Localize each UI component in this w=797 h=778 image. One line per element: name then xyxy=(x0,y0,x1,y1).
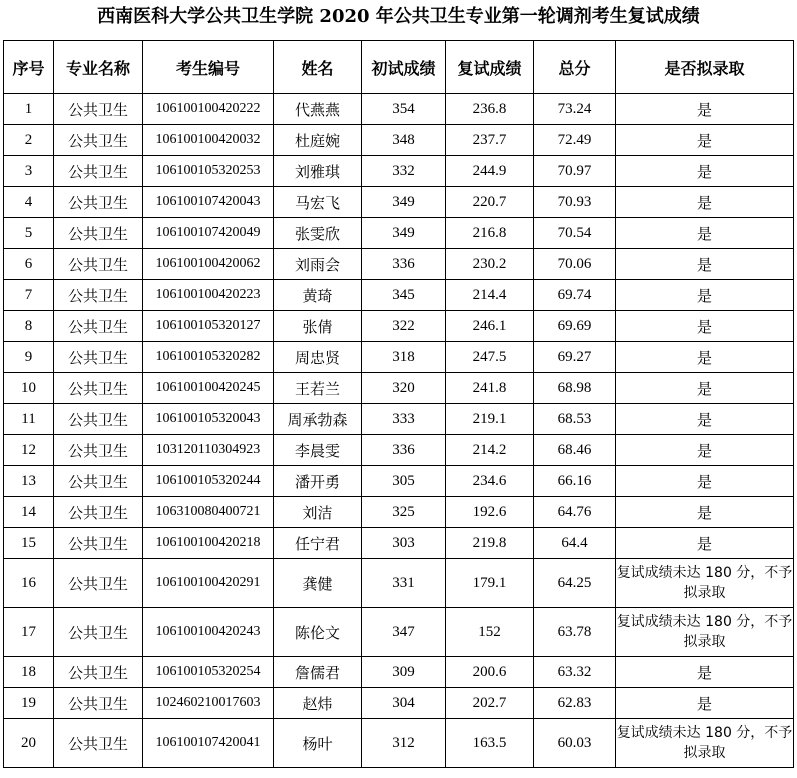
cell-major: 公共卫生 xyxy=(54,94,143,125)
cell-total-score: 64.25 xyxy=(534,559,616,608)
cell-no: 13 xyxy=(4,466,54,497)
cell-admission: 是 xyxy=(616,187,794,218)
cell-candidate-id: 106100105320244 xyxy=(143,466,274,497)
cell-total-score: 73.24 xyxy=(534,94,616,125)
cell-no: 16 xyxy=(4,559,54,608)
table-row xyxy=(4,373,794,404)
cell-initial-score: 304 xyxy=(362,688,446,719)
cell-retest-score: 192.6 xyxy=(446,497,534,528)
cell-name: 詹儒君 xyxy=(274,657,362,688)
header-no: 序号 xyxy=(4,41,54,94)
cell-name: 周承勃森 xyxy=(274,404,362,435)
cell-initial-score: 331 xyxy=(362,559,446,608)
cell-total-score: 64.4 xyxy=(534,528,616,559)
cell-retest-score: 216.8 xyxy=(446,218,534,249)
cell-admission: 是 xyxy=(616,528,794,559)
cell-initial-score: 320 xyxy=(362,373,446,404)
cell-major: 公共卫生 xyxy=(54,719,143,768)
cell-admission: 是 xyxy=(616,342,794,373)
table-row xyxy=(4,218,794,249)
cell-no: 17 xyxy=(4,608,54,657)
cell-admission: 是 xyxy=(616,249,794,280)
table-row xyxy=(4,528,794,559)
cell-initial-score: 333 xyxy=(362,404,446,435)
header-admission: 是否拟录取 xyxy=(616,41,794,94)
cell-major: 公共卫生 xyxy=(54,342,143,373)
cell-retest-score: 241.8 xyxy=(446,373,534,404)
cell-candidate-id: 106100100420218 xyxy=(143,528,274,559)
cell-initial-score: 348 xyxy=(362,125,446,156)
cell-initial-score: 349 xyxy=(362,218,446,249)
cell-admission: 是 xyxy=(616,435,794,466)
cell-no: 9 xyxy=(4,342,54,373)
cell-name: 赵炜 xyxy=(274,688,362,719)
cell-candidate-id: 106100107420049 xyxy=(143,218,274,249)
cell-initial-score: 354 xyxy=(362,94,446,125)
cell-admission: 是 xyxy=(616,404,794,435)
cell-major: 公共卫生 xyxy=(54,466,143,497)
header-total-score: 总分 xyxy=(534,41,616,94)
cell-major: 公共卫生 xyxy=(54,125,143,156)
cell-total-score: 63.32 xyxy=(534,657,616,688)
cell-no: 12 xyxy=(4,435,54,466)
cell-admission: 是 xyxy=(616,125,794,156)
cell-admission: 复试成绩未达 180 分，不予拟录取 xyxy=(616,559,794,608)
cell-initial-score: 312 xyxy=(362,719,446,768)
cell-major: 公共卫生 xyxy=(54,373,143,404)
cell-candidate-id: 106100107420043 xyxy=(143,187,274,218)
header-major: 专业名称 xyxy=(54,41,143,94)
cell-initial-score: 336 xyxy=(362,435,446,466)
table-row xyxy=(4,466,794,497)
cell-retest-score: 214.4 xyxy=(446,280,534,311)
cell-major: 公共卫生 xyxy=(54,688,143,719)
cell-name: 张雯欣 xyxy=(274,218,362,249)
cell-retest-score: 236.8 xyxy=(446,94,534,125)
cell-major: 公共卫生 xyxy=(54,497,143,528)
cell-candidate-id: 103120110304923 xyxy=(143,435,274,466)
cell-total-score: 64.76 xyxy=(534,497,616,528)
cell-name: 周忠贤 xyxy=(274,342,362,373)
cell-retest-score: 152 xyxy=(446,608,534,657)
cell-initial-score: 305 xyxy=(362,466,446,497)
cell-total-score: 60.03 xyxy=(534,719,616,768)
cell-initial-score: 345 xyxy=(362,280,446,311)
cell-initial-score: 332 xyxy=(362,156,446,187)
table-row xyxy=(4,608,794,657)
cell-name: 李晨雯 xyxy=(274,435,362,466)
cell-retest-score: 200.6 xyxy=(446,657,534,688)
cell-no: 11 xyxy=(4,404,54,435)
cell-initial-score: 322 xyxy=(362,311,446,342)
results-table xyxy=(3,40,794,768)
cell-total-score: 69.69 xyxy=(534,311,616,342)
table-body xyxy=(4,94,794,768)
cell-admission: 是 xyxy=(616,497,794,528)
table-row xyxy=(4,688,794,719)
cell-name: 王若兰 xyxy=(274,373,362,404)
cell-total-score: 69.27 xyxy=(534,342,616,373)
cell-retest-score: 234.6 xyxy=(446,466,534,497)
header-row xyxy=(4,41,794,94)
table-row xyxy=(4,187,794,218)
cell-initial-score: 303 xyxy=(362,528,446,559)
cell-no: 15 xyxy=(4,528,54,559)
table-row xyxy=(4,719,794,768)
cell-initial-score: 336 xyxy=(362,249,446,280)
cell-major: 公共卫生 xyxy=(54,435,143,466)
cell-retest-score: 244.9 xyxy=(446,156,534,187)
header-name: 姓名 xyxy=(274,41,362,94)
cell-initial-score: 309 xyxy=(362,657,446,688)
cell-no: 20 xyxy=(4,719,54,768)
cell-major: 公共卫生 xyxy=(54,187,143,218)
cell-candidate-id: 106100100420222 xyxy=(143,94,274,125)
table-row xyxy=(4,94,794,125)
cell-retest-score: 179.1 xyxy=(446,559,534,608)
cell-no: 3 xyxy=(4,156,54,187)
cell-no: 6 xyxy=(4,249,54,280)
cell-admission: 是 xyxy=(616,94,794,125)
cell-initial-score: 347 xyxy=(362,608,446,657)
cell-total-score: 63.78 xyxy=(534,608,616,657)
cell-admission: 是 xyxy=(616,373,794,404)
cell-total-score: 70.54 xyxy=(534,218,616,249)
cell-no: 2 xyxy=(4,125,54,156)
cell-name: 陈伦文 xyxy=(274,608,362,657)
cell-no: 8 xyxy=(4,311,54,342)
cell-candidate-id: 106100105320253 xyxy=(143,156,274,187)
cell-initial-score: 318 xyxy=(362,342,446,373)
cell-no: 7 xyxy=(4,280,54,311)
cell-retest-score: 247.5 xyxy=(446,342,534,373)
cell-name: 龚健 xyxy=(274,559,362,608)
cell-admission: 是 xyxy=(616,657,794,688)
table-row xyxy=(4,156,794,187)
cell-total-score: 70.97 xyxy=(534,156,616,187)
cell-total-score: 66.16 xyxy=(534,466,616,497)
cell-retest-score: 163.5 xyxy=(446,719,534,768)
table-row xyxy=(4,125,794,156)
cell-name: 潘开勇 xyxy=(274,466,362,497)
cell-major: 公共卫生 xyxy=(54,249,143,280)
cell-total-score: 70.93 xyxy=(534,187,616,218)
cell-total-score: 72.49 xyxy=(534,125,616,156)
cell-candidate-id: 106100105320127 xyxy=(143,311,274,342)
cell-major: 公共卫生 xyxy=(54,311,143,342)
cell-admission: 复试成绩未达 180 分，不予拟录取 xyxy=(616,719,794,768)
cell-name: 代燕燕 xyxy=(274,94,362,125)
cell-retest-score: 230.2 xyxy=(446,249,534,280)
cell-admission: 是 xyxy=(616,466,794,497)
cell-no: 1 xyxy=(4,94,54,125)
cell-candidate-id: 106100100420291 xyxy=(143,559,274,608)
cell-admission: 是 xyxy=(616,688,794,719)
table-row xyxy=(4,657,794,688)
cell-total-score: 68.53 xyxy=(534,404,616,435)
cell-major: 公共卫生 xyxy=(54,657,143,688)
table-row xyxy=(4,249,794,280)
cell-candidate-id: 106100100420223 xyxy=(143,280,274,311)
cell-name: 马宏飞 xyxy=(274,187,362,218)
cell-name: 刘雨会 xyxy=(274,249,362,280)
cell-name: 刘雅琪 xyxy=(274,156,362,187)
cell-name: 杨叶 xyxy=(274,719,362,768)
cell-name: 黄琦 xyxy=(274,280,362,311)
cell-admission: 是 xyxy=(616,311,794,342)
cell-name: 杜庭婉 xyxy=(274,125,362,156)
cell-total-score: 68.46 xyxy=(534,435,616,466)
cell-candidate-id: 106100100420245 xyxy=(143,373,274,404)
cell-total-score: 70.06 xyxy=(534,249,616,280)
table-row xyxy=(4,435,794,466)
cell-admission: 是 xyxy=(616,280,794,311)
cell-candidate-id: 106100105320254 xyxy=(143,657,274,688)
cell-major: 公共卫生 xyxy=(54,528,143,559)
cell-admission: 是 xyxy=(616,156,794,187)
table-row xyxy=(4,342,794,373)
header-candidate-id: 考生编号 xyxy=(143,41,274,94)
cell-candidate-id: 106100105320043 xyxy=(143,404,274,435)
table-row xyxy=(4,280,794,311)
cell-candidate-id: 102460210017603 xyxy=(143,688,274,719)
cell-major: 公共卫生 xyxy=(54,608,143,657)
cell-name: 张倩 xyxy=(274,311,362,342)
cell-name: 刘洁 xyxy=(274,497,362,528)
cell-no: 18 xyxy=(4,657,54,688)
cell-major: 公共卫生 xyxy=(54,218,143,249)
cell-initial-score: 325 xyxy=(362,497,446,528)
header-retest-score: 复试成绩 xyxy=(446,41,534,94)
cell-no: 4 xyxy=(4,187,54,218)
cell-no: 5 xyxy=(4,218,54,249)
cell-total-score: 69.74 xyxy=(534,280,616,311)
cell-retest-score: 246.1 xyxy=(446,311,534,342)
cell-no: 10 xyxy=(4,373,54,404)
cell-retest-score: 214.2 xyxy=(446,435,534,466)
cell-no: 19 xyxy=(4,688,54,719)
cell-candidate-id: 106310080400721 xyxy=(143,497,274,528)
cell-retest-score: 219.1 xyxy=(446,404,534,435)
header-initial-score: 初试成绩 xyxy=(362,41,446,94)
document-title: 西南医科大学公共卫生学院 2020 年公共卫生专业第一轮调剂考生复试成绩 xyxy=(97,6,700,27)
cell-major: 公共卫生 xyxy=(54,559,143,608)
cell-retest-score: 202.7 xyxy=(446,688,534,719)
table-row xyxy=(4,311,794,342)
cell-major: 公共卫生 xyxy=(54,156,143,187)
cell-retest-score: 219.8 xyxy=(446,528,534,559)
table-row xyxy=(4,559,794,608)
cell-admission: 复试成绩未达 180 分，不予拟录取 xyxy=(616,608,794,657)
cell-total-score: 68.98 xyxy=(534,373,616,404)
cell-admission: 是 xyxy=(616,218,794,249)
cell-major: 公共卫生 xyxy=(54,404,143,435)
cell-candidate-id: 106100100420243 xyxy=(143,608,274,657)
cell-no: 14 xyxy=(4,497,54,528)
cell-candidate-id: 106100105320282 xyxy=(143,342,274,373)
cell-major: 公共卫生 xyxy=(54,280,143,311)
cell-retest-score: 220.7 xyxy=(446,187,534,218)
cell-candidate-id: 106100100420032 xyxy=(143,125,274,156)
cell-name: 任宁君 xyxy=(274,528,362,559)
cell-retest-score: 237.7 xyxy=(446,125,534,156)
cell-initial-score: 349 xyxy=(362,187,446,218)
cell-candidate-id: 106100100420062 xyxy=(143,249,274,280)
table-row xyxy=(4,404,794,435)
cell-total-score: 62.83 xyxy=(534,688,616,719)
cell-candidate-id: 106100107420041 xyxy=(143,719,274,768)
table-row xyxy=(4,497,794,528)
